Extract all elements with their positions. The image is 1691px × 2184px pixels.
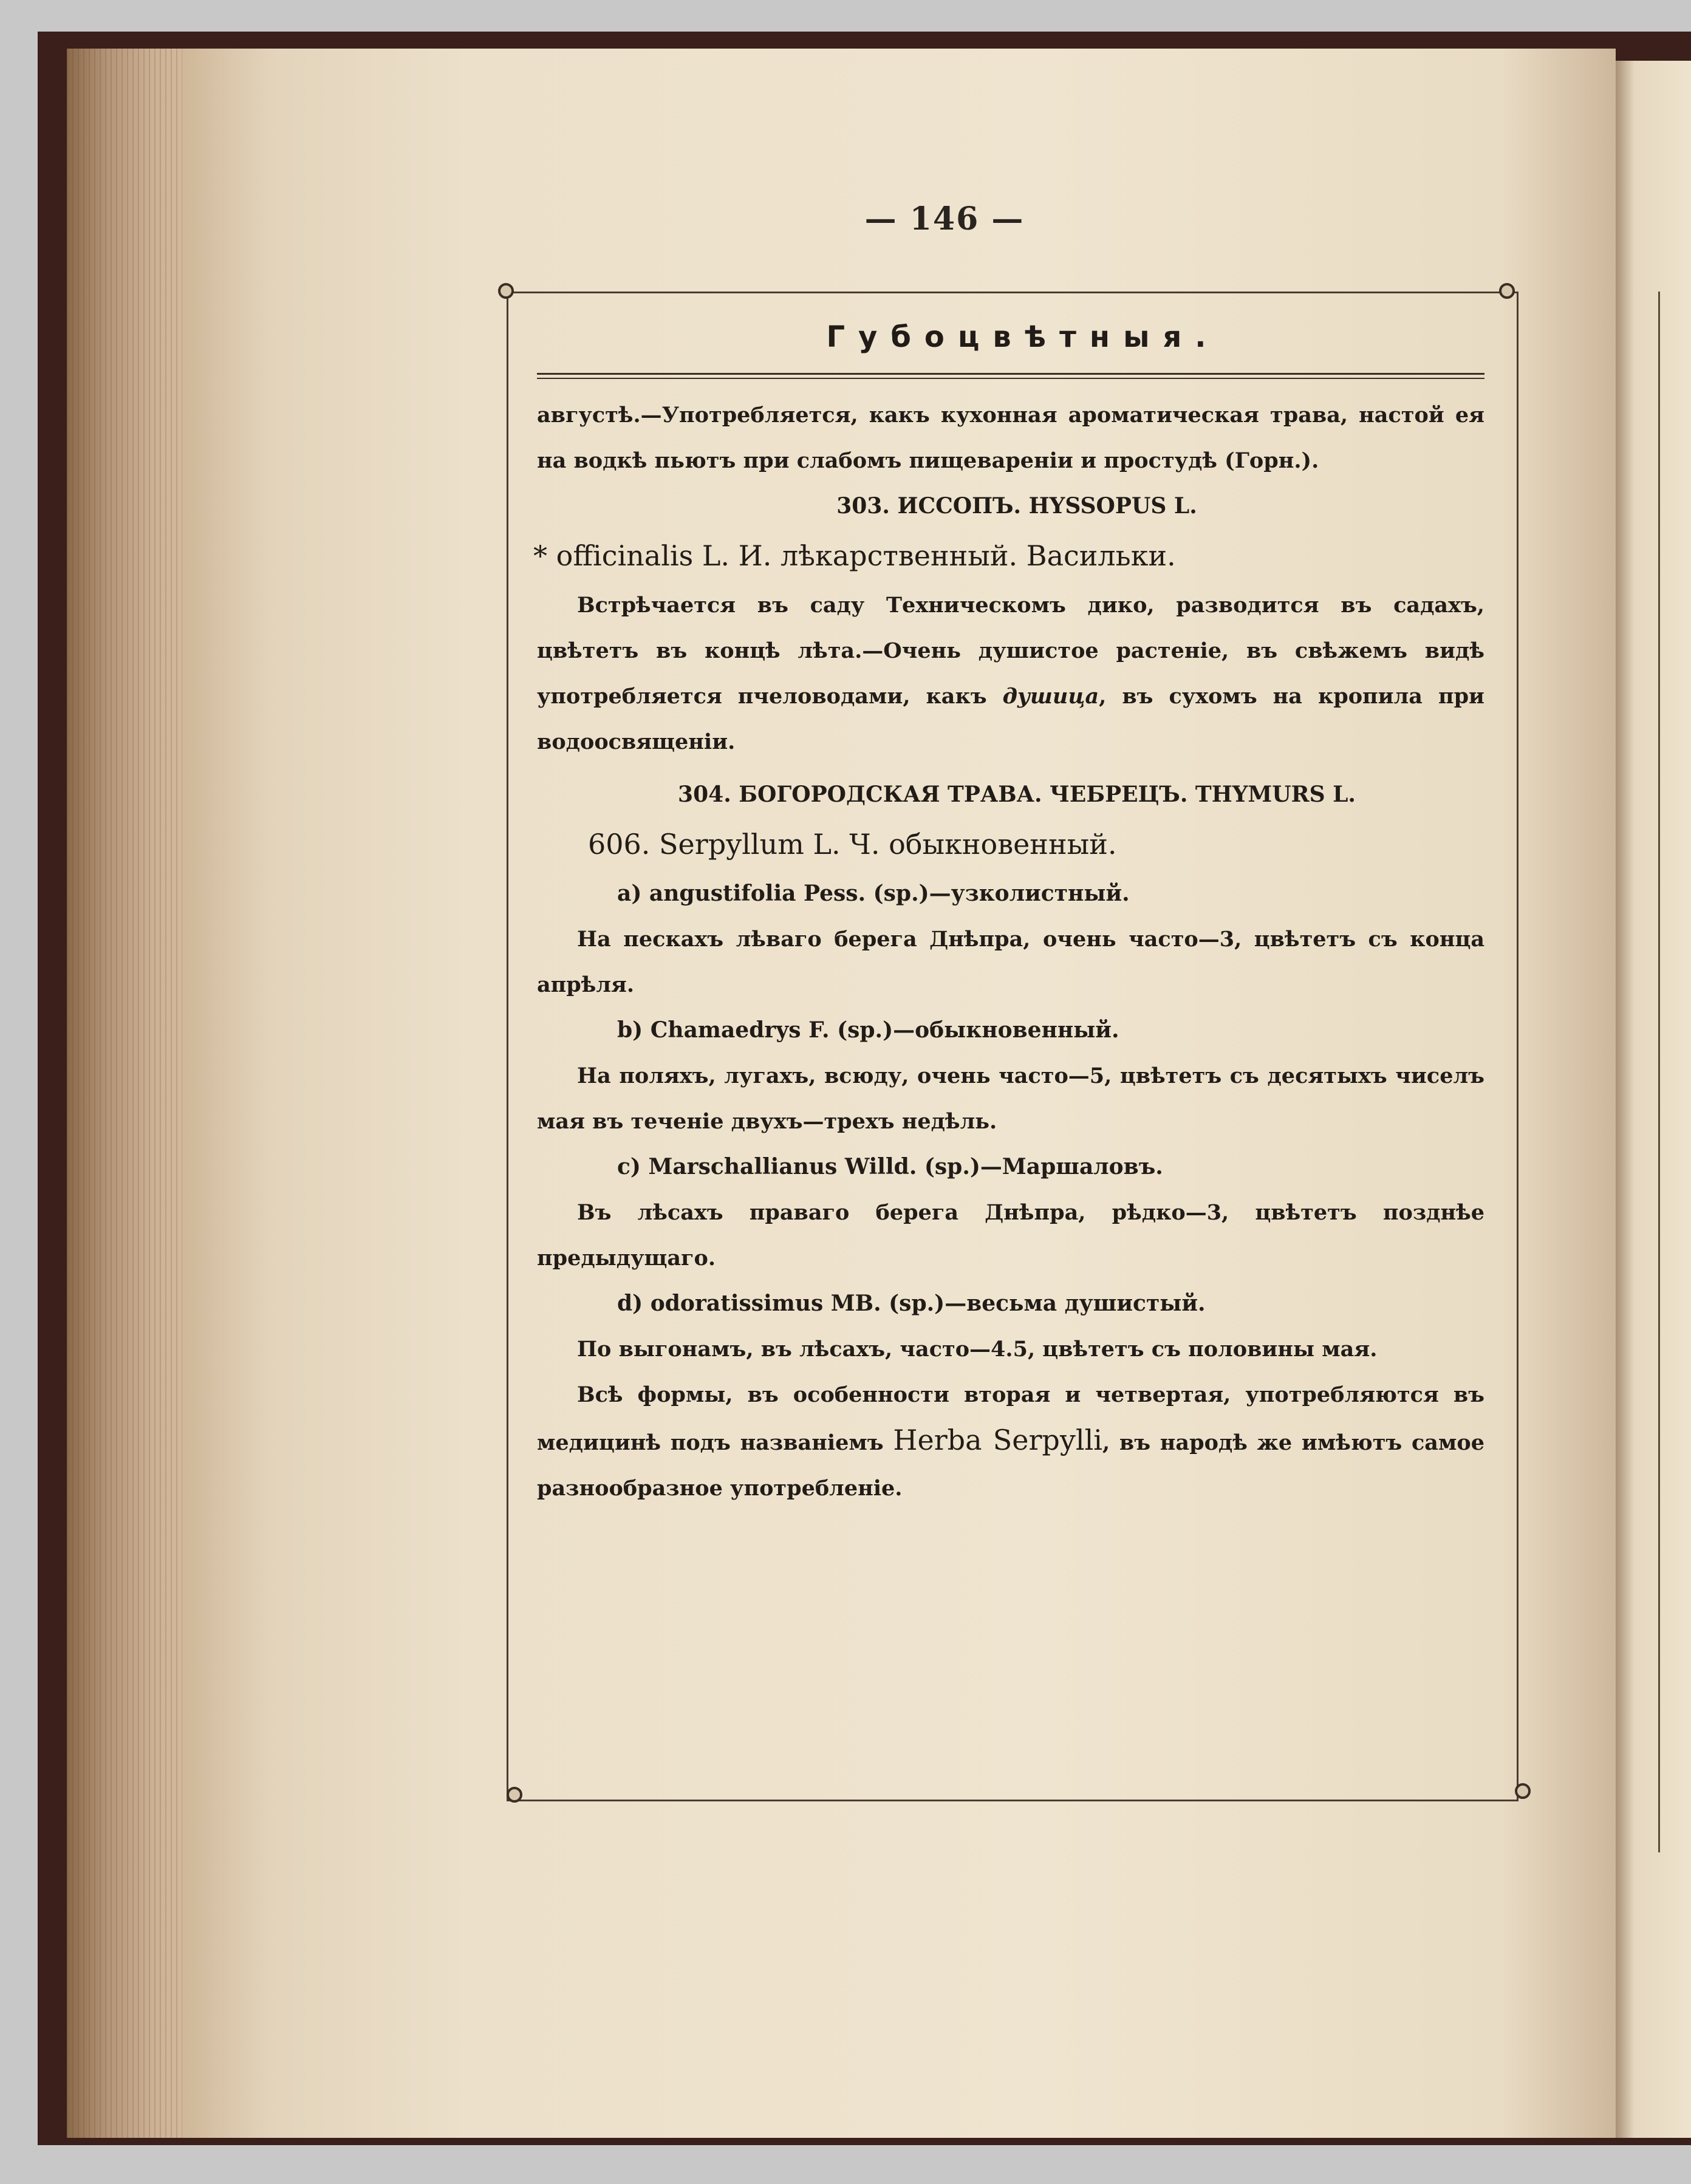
variety-c-heading: c) Marschallianus Willd. (sp.)—Маршаловъ. <box>617 1154 1163 1179</box>
paragraph-officinalis <box>537 582 1484 765</box>
species-serpyllum: 606. Serpyllum L. Ч. обыкновенный. <box>588 828 1117 861</box>
paragraph-text: Встрѣчается въ саду Техническомъ дико, разводится въ садахъ, цвѣтетъ въ концѣ лѣта.—Очень душистое растеніе, въ свѣжемъ видѣ употребляется пчеловодами, какъ <box>537 593 1484 709</box>
emphasis-dushitsa: душица <box>1002 684 1099 709</box>
species-officinalis: * officinalis L. И. лѣкарственный. Васильки. <box>533 539 1176 572</box>
variety-a-heading: a) angustifolia Pess. (sp.)—узколистный. <box>617 881 1130 906</box>
paragraph-continuation: августѣ.—Употребляется, какъ кухонная ароматическая трава, настой ея на водкѣ пьютъ при слабомъ пищевареніи и простудѣ (Горн.). <box>537 403 1484 473</box>
variety-c-text: Въ лѣсахъ праваго берега Днѣпра, рѣдко—3, цвѣтетъ позднѣе предыдущаго. <box>537 1200 1484 1271</box>
next-page-edge <box>1616 61 1691 2138</box>
frame-corner-ornament <box>498 283 514 299</box>
paragraph-final <box>537 1372 1484 1511</box>
frame-corner-ornament <box>507 1787 522 1803</box>
variety-b-text: На поляхъ, лугахъ, всюду, очень часто—5, цвѣтетъ съ десятыхъ чиселъ мая въ теченіе двухъ—трехъ недѣль. <box>537 1063 1484 1134</box>
title-rule <box>537 373 1484 379</box>
paragraph-text: , въ сухомъ на кропила при водоосвященіи. <box>537 684 1485 754</box>
variety-d-heading: d) odoratissimus MB. (sp.)—весьма душистый. <box>617 1291 1206 1316</box>
paragraph-text: , въ народѣ же имѣютъ самое разнообразное употребленіе. <box>537 1430 1485 1501</box>
page-content <box>533 316 1485 1511</box>
paragraph-text: Всѣ формы, въ особенности вторая и четвертая, употребляются въ медицинѣ подъ названіемъ <box>537 1382 1484 1455</box>
genus-heading-hyssopus: 303. ИССОПЪ. HYSSOPUS L. <box>836 493 1197 519</box>
next-page-frame-line <box>1658 292 1660 1852</box>
frame-corner-ornament <box>1515 1783 1531 1799</box>
frame-corner-ornament <box>1499 283 1515 299</box>
term-herba-serpylli: Herba Serpylli <box>893 1424 1103 1456</box>
page-number: — 146 — <box>864 200 1025 237</box>
section-title: Губоцвѣтныя. <box>826 320 1220 354</box>
variety-a-text: На пескахъ лѣваго берега Днѣпра, очень часто—3, цвѣтетъ съ конца апрѣля. <box>537 927 1484 997</box>
variety-d-text: По выгонамъ, въ лѣсахъ, часто—4.5, цвѣтетъ съ половины мая. <box>577 1337 1378 1362</box>
variety-b-heading: b) Chamaedrys F. (sp.)—обыкновенный. <box>617 1017 1119 1043</box>
genus-heading-thymus: 304. БОГОРОДСКАЯ ТРАВА. ЧЕБРЕЦЪ. THYMURS L. <box>678 782 1356 807</box>
